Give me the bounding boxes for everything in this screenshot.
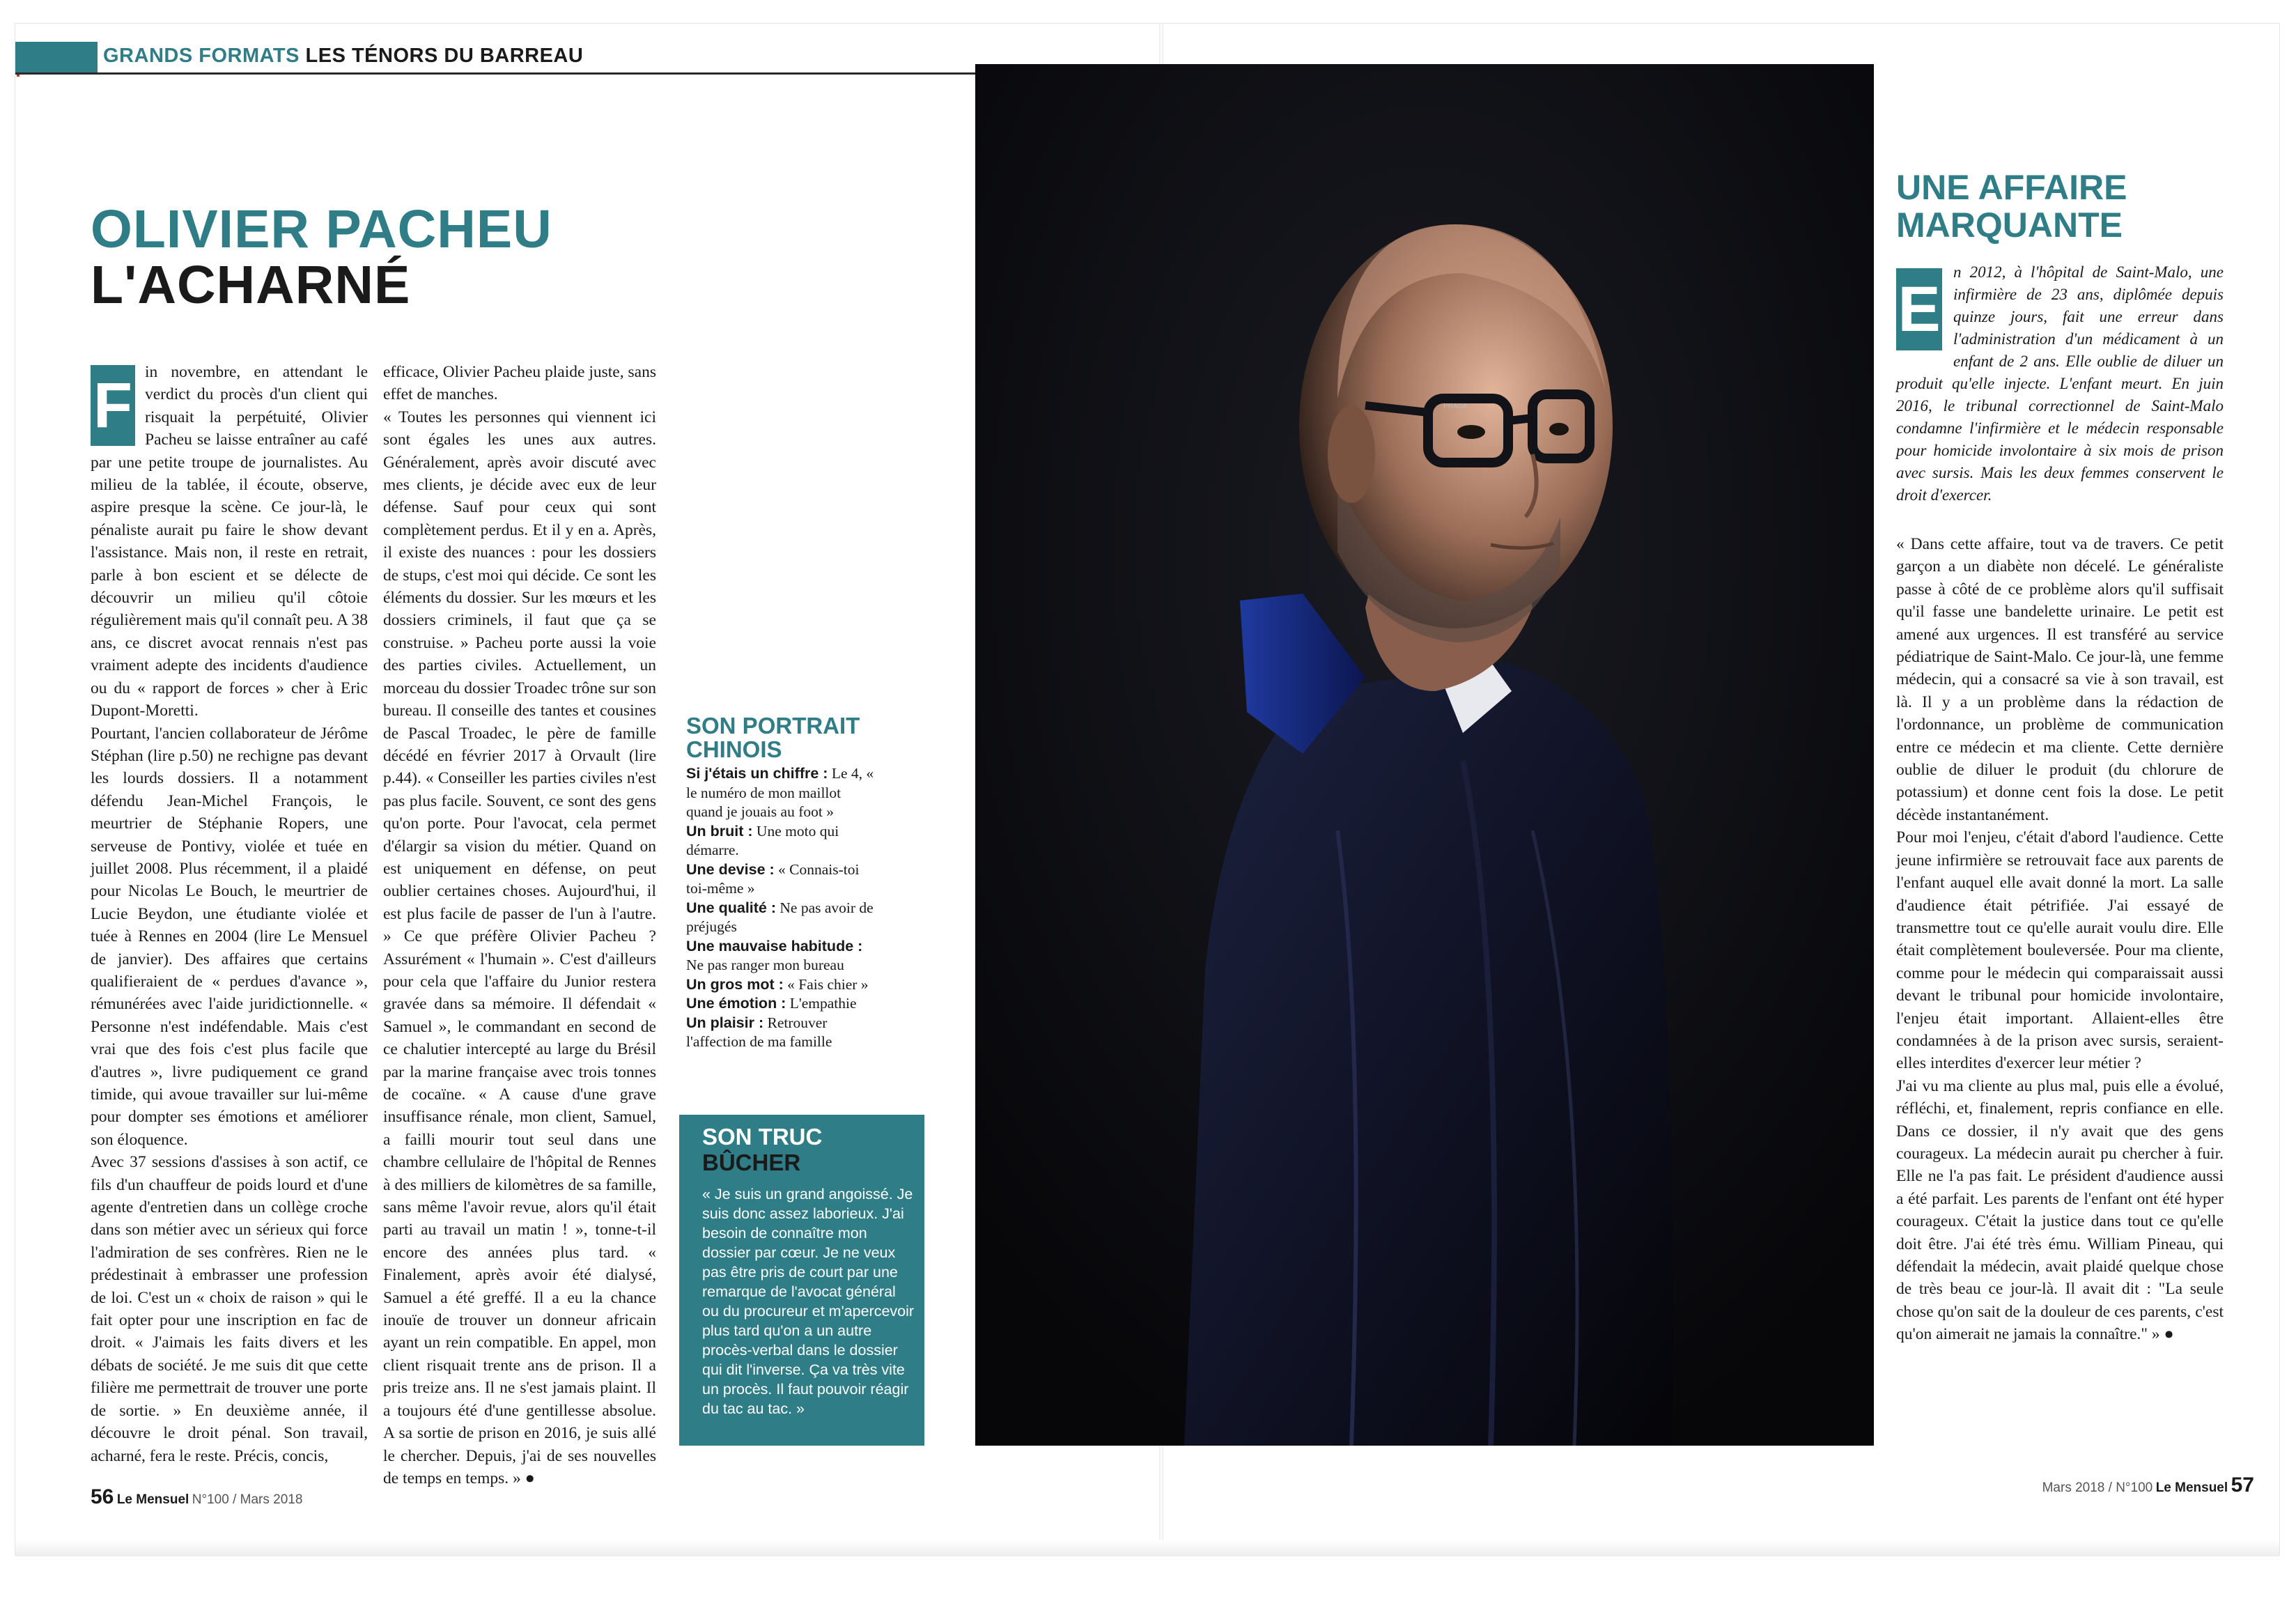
portrait-value: « Connais-toi toi-même » — [686, 860, 860, 897]
section-header — [103, 45, 583, 68]
paragraph: Avec 37 sessions d'assises à son actif, ce fils d'un chauffeur de poids lourd et d'une agente d'entretien dans un collège croche dans son métier avec un sérieux qui force l'admiration de ses confrères. Rien ne le prédestinait à embrasser une profession de loi. C'est un « choix de raison » qui le fait opter pour une inscription en fac de droit. « J'aimais les faits divers et les débats de société. Je me suis dit que cette filière me permettrait de trouver une porte de sortie. » En deuxième année, il découvre le droit pénal. Son travail, acharné, fera le reste. Précis, concis, — [91, 1153, 368, 1465]
portrait-key: Un gros mot : — [686, 975, 784, 993]
body-column-1 — [91, 361, 368, 1465]
drop-cap: E — [1896, 268, 1942, 350]
portrait-value: L'empathie — [789, 995, 857, 1012]
portrait-illustration — [975, 64, 1874, 1446]
portrait-value: Ne pas avoir de préjugés — [686, 899, 874, 935]
portrait-item — [686, 822, 881, 860]
paragraph: Pour moi l'enjeu, c'était d'abord l'audience. Cette jeune infirmière se retrouvait face aux parents de l'enfant auquel elle avait donné la mort. La salle d'audience était pétrifiée. J'ai essayé de transmettre tout ce qu'elle aurait voulu dire. Elle était complètement bouleversée. Pour ma cliente, comme pour le médecin qui comparaissait aussi devant le tribunal pour homicide involontaire, l'enjeu était important. Allaient-elles être condamnées à de la prison avec sursis, seraient-elles interdites d'exercer leur métier ? — [1896, 828, 2224, 1073]
paragraph: Pourtant, l'ancien collaborateur de Jérôme Stéphan (lire p.50) ne rechigne pas devant les lourds dossiers. Il a notamment défendu Jean-Michel François, le meurtrier de Stéphanie Ropers, une serveuse de Pontivy, violée et tuée en juillet 2008. Plus récemment, il a plaidé pour Nicolas Le Bouch, le meurtrier de Lucie Beydon, une étudiante violée et tuée à Rennes en 2004 (lire Le Mensuel de janvier). Des affaires que certains qualifieraient de « perdues d'avance », rémunérées avec l'aide juridictionnelle. « Personne n'est indéfendable. Mais c'est vrai que des fois c'est plus facile que d'autres », livre pudiquement ce grand timide, qui avoue travailler sur lui-même pour dompter ses émotions et améliorer son éloquence. — [91, 724, 368, 1149]
portrait-box-title: SON PORTRAIT CHINOIS — [686, 713, 860, 762]
section-label: GRANDS FORMATS — [103, 45, 300, 67]
paragraph: J'ai vu ma cliente au plus mal, puis elle a évolué, réfléchi, et, finalement, repris confiance en elle. Dans ce dossier, il n'y avait que des gens courageux. La médecin aurait pu chercher à fuir. Elle ne l'a pas fait. Le président d'audience aussi a été parfait. Les parents de l'enfant ont été hyper courageux. C'était la justice dans tout ce qu'elle doit être. J'ai été très ému. William Pineau, qui défendait la médecin, avait plaidé quelque chose de très beau ce jour-là. Il avait dit : "La seule chose qu'on sait de la douleur de ces parents, c'est qu'on aimerait ne jamais la connaître." » ● — [1896, 1076, 2224, 1344]
portrait-list — [686, 764, 881, 1052]
article-title: OLIVIER PACHEU — [91, 199, 552, 259]
portrait-item — [686, 860, 881, 899]
portrait-value: Le 4, « le numéro de mon maillot quand je jouais au foot » — [686, 765, 874, 820]
body-column-right — [1896, 533, 2224, 1453]
issue-info: N°100 / Mars 2018 — [192, 1492, 303, 1507]
tip-box-title: SON TRUC — [702, 1124, 823, 1150]
paragraph: efficace, Olivier Pacheu plaide juste, sans effet de manches. — [383, 363, 656, 404]
portrait-key: Une émotion : — [686, 995, 786, 1012]
drop-cap: F — [91, 365, 135, 446]
sidebar-title: UNE AFFAIRE MARQUANTE — [1896, 168, 2127, 245]
page-number: 56 — [91, 1485, 114, 1508]
portrait-item — [686, 899, 881, 937]
paragraph: in novembre, en attendant le verdict du procès d'un client qui risquait la perpétuité, Olivier Pacheu se laisse entraîner au café par une petite troupe de journalistes. Au milieu de la tablée, il écoute, observe, aspire presque la scène. Ce jour-là, le pénaliste aurait pu faire le show devant l'assistance. Mais non, il reste en retrait, parle à bon escient et se délecte de découvrir un milieu qu'il côtoie régulièrement mais qu'il connaît peu. A 38 ans, ce discret avocat rennais n'est pas vraiment adepte des incidents d'audience ou du « rapport de forces » cher à Eric Dupont-Moretti. — [91, 363, 368, 720]
paragraph: « Toutes les personnes qui viennent ici sont égales les unes aux autres. Généralement, après avoir discuté avec mes clients, je décide avec eux de leur défense. Sauf pour ceux qui sont complètement perdus. Et il y en a. Après, il existe des nuances : pour les dossiers de stups, c'est moi qui décide. Ce sont les éléments du dossier. Sur les mœurs et les dossiers criminels, il faut que ça se construise. » Pacheu porte aussi la voie des parties civiles. Actuellement, un morceau du dossier Troadec trône sur son bureau. Il conseille des tantes et cousines de Pascal Troadec, le père de famille décédé en février 2017 à Orvault (lire p.44). « Conseiller les parties civiles n'est pas plus facile. Souvent, ce sont des gens qu'on porte. Pour l'avocat, cela permet d'élargir sa vision du métier. Quand on est uniquement en défense, on peut oublier certaines choses. Aujourd'hui, il est plus facile de passer de l'un à l'autre. » Ce que préfère Olivier Pacheu ? Assurément « l'humain ». C'est d'ailleurs pour cela que l'affaire du Junior restera gravée dans sa mémoire. Il défendait « Samuel », le commandant en second de ce chalutier intercepté au large du Brésil par la marine française avec trois tonnes de cocaïne. « A cause d'une grave insuffisance rénale, mon client, Samuel, a failli mourir tout seul dans une chambre cellulaire de l'hôpital de Rennes à des milliers de kilomètres de sa famille, sans même l'avoir revue, alors qu'il était parti au travail un matin ! », tonne-t-il encore des années plus tard. « Finalement, après avoir été dialysé, Samuel a été greffé. Il a eu la chance inouïe de trouver un donneur africain ayant un rein compatible. En appel, mon client risquait trente ans de prison. Il a pris treize ans. Il ne s'est jamais plaint. Il a toujours été d'une gentillesse absolue. A sa sortie de prison en 2016, je suis allé le chercher. Depuis, j'ai de ses nouvelles de temps en temps. » ● — [383, 408, 656, 1487]
portrait-item — [686, 937, 881, 975]
portrait-key: Un bruit : — [686, 822, 753, 840]
tip-box-subtitle: BÛCHER — [702, 1150, 801, 1175]
portrait-item — [686, 1014, 881, 1052]
portrait-item — [686, 994, 881, 1014]
paragraph: « Dans cette affaire, tout va de travers. Ce petit garçon a un diabète non décelé. Le généraliste passe à côté de ce problème alors qu'il suffisait qu'il fasse une bandelette urinaire. Le petit est amené aux urgences. Il est transféré au service pédiatrique de Saint-Malo. Ce jour-là, une femme médecin, qui a consacré sa vie à son travail, est là. Il y a un problème dans la rédaction de l'ordonnance, un problème de communication entre ce médecin et ma cliente. Cette dernière oublie de diluer le produit (du chlorure de potassium) et donne cent fois la dose. Le petit décède instantanément. — [1896, 535, 2224, 824]
portrait-value: Ne pas ranger mon bureau — [686, 957, 844, 973]
portrait-key: Une qualité : — [686, 899, 777, 916]
header-color-band — [15, 42, 98, 74]
tip-box-body: « Je suis un grand angoissé. Je suis donc assez laborieux. J'ai besoin de connaître mon dossier par cœur. Je ne veux pas être pris de court par une remarque de l'avocat général ou du procureur et m'apercevoir plus tard qu'on a un autre procès-verbal dans le dossier qui dit l'inverse. Ça va très vite un procès. Il faut pouvoir réagir du tac au tac. » — [702, 1186, 915, 1417]
portrait-key: Une mauvaise habitude : — [686, 937, 863, 954]
portrait-item — [686, 764, 881, 822]
intro-text: n 2012, à l'hôpital de Saint-Malo, une infirmière de 23 ans, diplômée depuis quinze jours, fait une erreur dans l'administration d'un médicament à un enfant de 2 ans. Elle oublie de diluer un produit qu'elle injecte. L'enfant meurt. En juin 2016, le tribunal correctionnel de Saint-Malo condamne l'infirmière et le médecin responsable pour homicide involontaire à six mois de prison avec sursis. Mais les deux femmes conservent le droit d'exercer. — [1896, 263, 2224, 504]
header-rule — [15, 72, 977, 75]
magazine-name: Le Mensuel — [116, 1492, 189, 1507]
page-edge-shadow — [15, 1540, 2279, 1556]
portrait-key: Une devise : — [686, 860, 775, 878]
portrait-value: Retrouver l'affection de ma famille — [686, 1014, 832, 1050]
folio-left — [91, 1485, 302, 1509]
article-subtitle: L'ACHARNÉ — [91, 255, 411, 315]
body-column-2 — [383, 361, 656, 1487]
glasses-brand: PRADA — [1443, 403, 1468, 410]
case-intro — [1896, 261, 2224, 506]
portrait-value: Une moto qui démarre. — [686, 822, 839, 858]
section-topic: LES TÉNORS DU BARREAU — [305, 45, 584, 67]
portrait-item — [686, 975, 881, 995]
folio-right — [2042, 1474, 2254, 1497]
portrait-key: Si j'étais un chiffre : — [686, 765, 828, 782]
magazine-name: Le Mensuel — [2155, 1480, 2228, 1495]
portrait-value: « Fais chier » — [787, 975, 869, 993]
portrait-key: Un plaisir : — [686, 1014, 764, 1031]
portrait-photo — [975, 64, 1874, 1446]
issue-info: Mars 2018 / N°100 — [2042, 1480, 2153, 1495]
page-number: 57 — [2231, 1474, 2254, 1497]
